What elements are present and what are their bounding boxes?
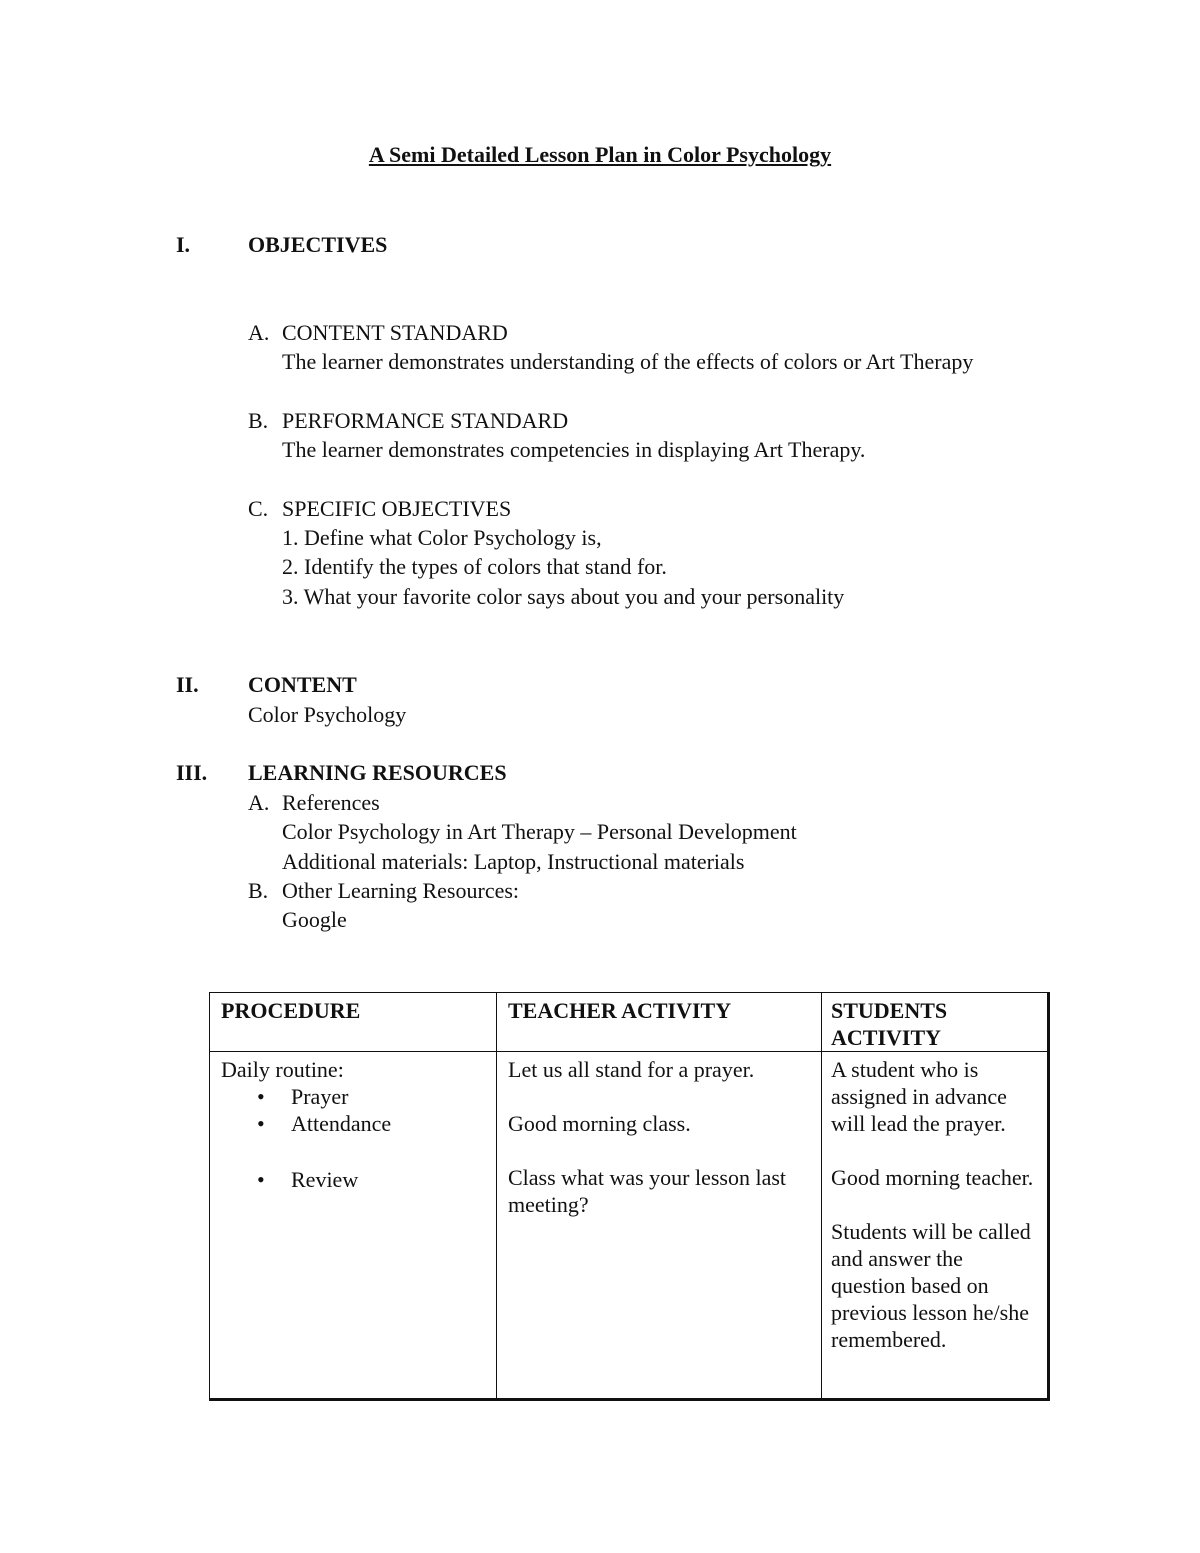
procedure-cell xyxy=(210,1052,497,1400)
specific-objective-item: 1. Define what Color Psychology is, xyxy=(282,525,602,550)
teacher-line: Let us all stand for a prayer. xyxy=(508,1057,755,1082)
table-header-row xyxy=(210,993,1049,1052)
resources-a-letter: A. xyxy=(248,790,270,815)
specific-objective-item: 2. Identify the types of colors that stand for. xyxy=(282,554,667,579)
student-line: Students will be called and answer the question based on previous lesson he/she remembered. xyxy=(831,1219,1031,1352)
performance-standard-text: The learner demonstrates competencies in displaying Art Therapy. xyxy=(282,437,866,462)
table-row xyxy=(210,1052,1049,1400)
bullet-item: • Review xyxy=(221,1166,486,1193)
teacher-activity-cell xyxy=(497,1052,822,1400)
section-numeral-resources: III. xyxy=(176,760,208,785)
student-line: A student who is assigned in advance will lead the prayer. xyxy=(831,1057,1007,1136)
bullet-item: • Attendance xyxy=(221,1110,486,1137)
performance-standard-title: PERFORMANCE STANDARD xyxy=(282,408,569,433)
section-heading-objectives: OBJECTIVES xyxy=(248,232,388,257)
specific-objective-item: 3. What your favorite color says about you and your personality xyxy=(282,584,845,609)
other-resources-text: Google xyxy=(282,907,347,932)
procedure-label: Daily routine: xyxy=(221,1057,344,1082)
content-text: Color Psychology xyxy=(248,702,407,727)
content-standard-title: CONTENT STANDARD xyxy=(282,320,508,345)
students-activity-cell xyxy=(822,1052,1049,1400)
header-students-activity: STUDENTS ACTIVITY xyxy=(822,993,1049,1052)
reference-line: Additional materials: Laptop, Instructional materials xyxy=(282,849,745,874)
objective-c-letter: C. xyxy=(248,496,269,521)
specific-objectives-title: SPECIFIC OBJECTIVES xyxy=(282,496,512,521)
student-line: Good morning teacher. xyxy=(831,1165,1034,1190)
section-numeral-content: II. xyxy=(176,672,199,697)
section-heading-resources: LEARNING RESOURCES xyxy=(248,760,507,785)
reference-line: Color Psychology in Art Therapy – Personal Development xyxy=(282,819,797,844)
document-title: A Semi Detailed Lesson Plan in Color Psychology xyxy=(368,142,832,167)
header-teacher-activity: TEACHER ACTIVITY xyxy=(497,993,822,1052)
objective-a-letter: A. xyxy=(248,320,270,345)
bullet-item: • Prayer xyxy=(221,1083,486,1110)
resources-b-letter: B. xyxy=(248,878,269,903)
other-resources-title: Other Learning Resources: xyxy=(282,878,520,903)
content-standard-text: The learner demonstrates understanding of the effects of colors or Art Therapy xyxy=(282,349,974,374)
teacher-line: Class what was your lesson last meeting? xyxy=(508,1165,787,1217)
procedure-bullets xyxy=(221,1083,486,1193)
header-procedure: PROCEDURE xyxy=(210,993,497,1052)
teacher-line: Good morning class. xyxy=(508,1111,691,1136)
references-title: References xyxy=(282,790,380,815)
section-heading-content: CONTENT xyxy=(248,672,357,697)
section-numeral-objectives: I. xyxy=(176,232,191,257)
objective-b-letter: B. xyxy=(248,408,269,433)
procedure-table xyxy=(209,992,1050,1401)
